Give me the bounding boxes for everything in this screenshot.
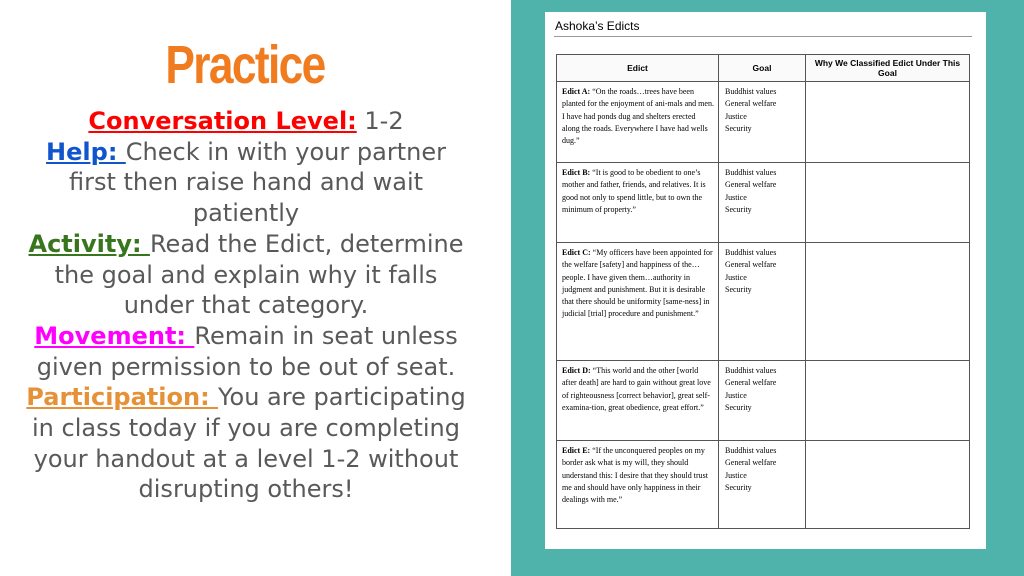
edict-cell [557, 361, 719, 441]
header-why: Why We Classified Edict Under This Goal [806, 55, 970, 82]
goal-cell [719, 361, 806, 441]
goal-cell [719, 163, 806, 243]
help-text: Check in with your partner first then raise hand and wait patiently [68, 137, 446, 228]
edict-text: “My officers have been appointed for the welfare [safety] and happiness of the…people. I have given them…authority in judgment and punishment. But it is desirable that there should be uniformity [same-ness] in judicial [trial] procedure and punishment.” [562, 248, 713, 319]
why-cell [806, 163, 970, 243]
goal-option: Security [725, 402, 752, 412]
header-goal: Goal [719, 55, 806, 82]
goal-option: Security [725, 123, 752, 133]
goal-option: Justice [725, 390, 747, 400]
handout-sheet [545, 12, 986, 549]
goal-option: Security [725, 482, 752, 492]
table-row [557, 82, 970, 163]
goal-option: General welfare [725, 378, 777, 388]
why-cell [806, 243, 970, 361]
goal-option: Security [725, 284, 752, 294]
header-edict: Edict [557, 55, 719, 82]
activity-text: Read the Edict, determine the goal and explain why it falls under that category. [54, 229, 464, 320]
edict-cell [557, 163, 719, 243]
goal-option: General welfare [725, 260, 777, 270]
conversation-level-label: Conversation Level: [88, 107, 357, 135]
goal-option: General welfare [725, 99, 777, 109]
edict-name: Edict A: [562, 87, 591, 96]
instructions-panel [0, 0, 510, 576]
activity-label: Activity: [28, 229, 150, 258]
goal-option: Security [725, 204, 752, 214]
title-divider [554, 36, 972, 37]
movement-label: Movement: [34, 321, 195, 350]
edict-cell [557, 243, 719, 361]
conversation-level-text: 1-2 [356, 107, 404, 135]
table-row [557, 163, 970, 243]
why-cell [806, 82, 970, 163]
movement-text: Remain in seat unless given permission to be out of seat. [36, 321, 458, 381]
edicts-table [556, 54, 970, 529]
slide-title: Practice [165, 35, 325, 95]
edict-name: Edict E: [562, 446, 591, 455]
handout-title: Ashoka’s Edicts [555, 19, 640, 33]
edict-cell [557, 82, 719, 163]
help-label: Help: [46, 137, 126, 166]
edict-text: “It is good to be obedient to one’s mother and father, friends, and relatives. It is good not only to spend little, but to own the minimum of property.” [562, 168, 706, 214]
why-cell [806, 361, 970, 441]
why-cell [806, 441, 970, 529]
edict-text: “If the unconquered peoples on my border ask what is my will, they should understand this: I desire that they should trust me and should have only happiness in their dealings with me.” [562, 446, 708, 505]
edict-name: Edict C: [562, 248, 591, 257]
goal-option: Justice [725, 192, 747, 202]
goal-option: Buddhist values [725, 87, 777, 96]
edict-text: “This world and the other [world after death] are hard to gain without great love of righteousness [correct behavior], great self-examina-tion, great obedience, great effort.” [562, 366, 711, 412]
goal-option: General welfare [725, 180, 777, 190]
goal-option: Buddhist values [725, 446, 777, 455]
table-header-row [557, 55, 970, 82]
edict-name: Edict D: [562, 366, 591, 375]
edict-name: Edict B: [562, 168, 591, 177]
goal-cell [719, 82, 806, 163]
goal-option: Justice [725, 470, 747, 480]
edict-cell [557, 441, 719, 529]
goal-cell [719, 441, 806, 529]
table-row [557, 243, 970, 361]
goal-option: Buddhist values [725, 168, 777, 177]
edict-text: “On the roads…trees have been planted for the enjoyment of ani-mals and men. I have had ponds dug and shelters erected along the roads. Everywhere I have had wells dug.” [562, 87, 714, 146]
table-row [557, 441, 970, 529]
goal-cell [719, 243, 806, 361]
goal-option: General welfare [725, 458, 777, 468]
goal-option: Justice [725, 111, 747, 121]
participation-text: You are participating in class today if you are completing your handout at a level 1-2 without disrupting others! [32, 383, 466, 504]
instructions-text [20, 106, 472, 505]
goal-option: Buddhist values [725, 366, 777, 375]
table-row [557, 361, 970, 441]
participation-label: Participation: [26, 383, 219, 412]
goal-option: Buddhist values [725, 248, 777, 257]
goal-option: Justice [725, 272, 747, 282]
